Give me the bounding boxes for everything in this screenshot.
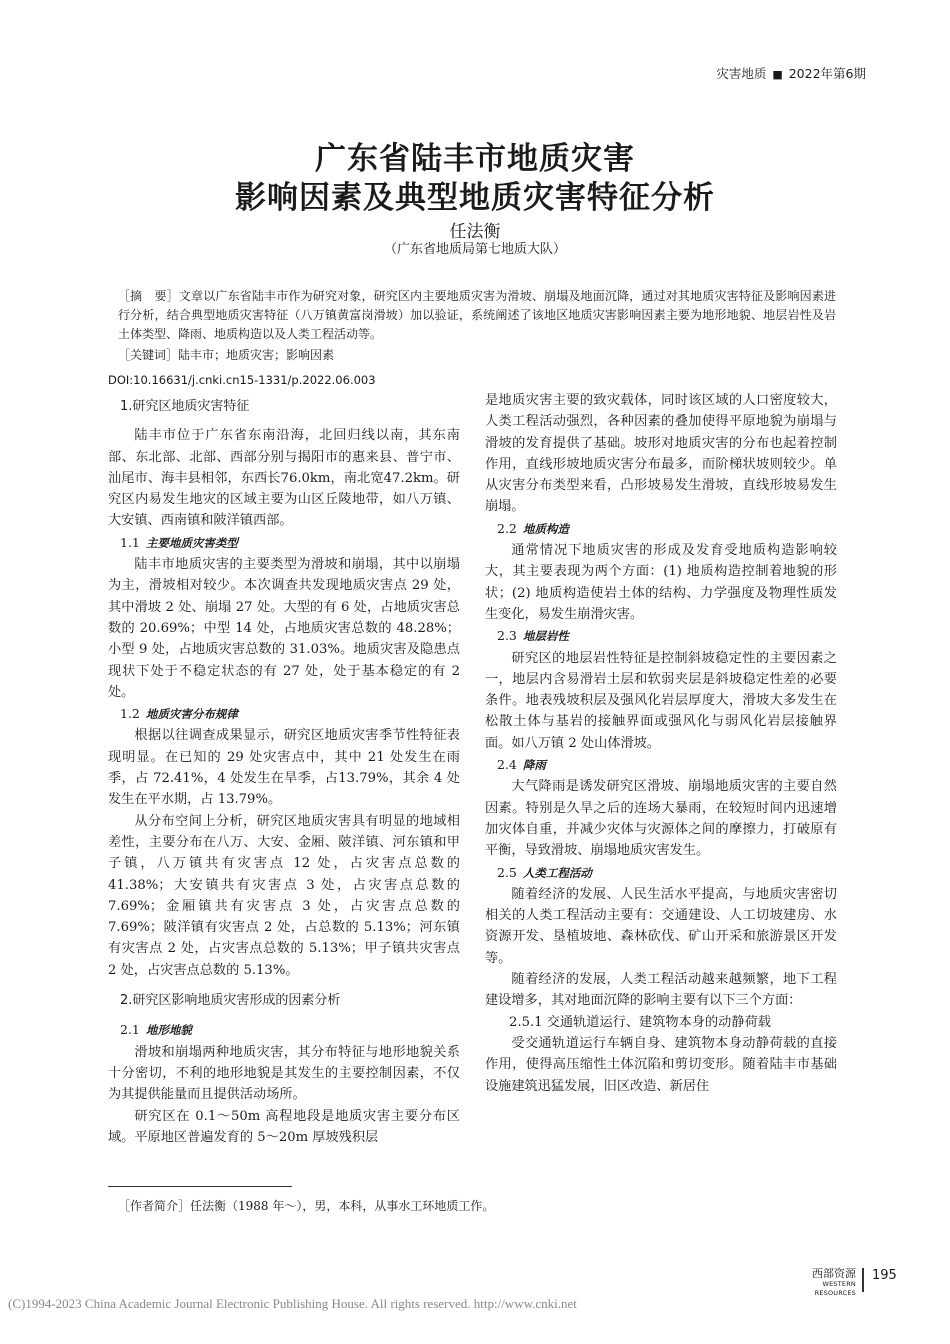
journal-name: 灾害地质: [716, 66, 767, 81]
paragraph: 根据以往调查成果显示，研究区地质灾害季节性特征表现明显。在已知的 29 处灾害点中，其中 21 处发生在雨季，占 72.41%，4 处发生在旱季，占13.79%，其余 4 处发生在平水期，占 13.79%。: [108, 728, 460, 808]
running-header: [716, 64, 866, 82]
journal-logo-en: WESTERN RESOURCES: [814, 1280, 856, 1297]
doi: DOI:10.16631/j.cnki.cn15-1331/p.2022.06.003: [108, 373, 376, 387]
subsubsection-heading-2-5-1: 2.5.1 交通轨道运行、建筑物本身的动静荷载: [509, 1014, 771, 1030]
author-footnote: ［作者简介］任法衡（1988 年～），男，本科，从事水工环地质工作。: [118, 1199, 495, 1213]
affiliation: （广东省地质局第七地质大队）: [383, 242, 566, 257]
paragraph: 研究区的地层岩性特征是控制斜坡稳定性的主要因素之一，地层内含易滑岩土层和软弱夹层是斜坡稳定性差的必要条件。地表残坡积层及强风化岩层厚度大，滑坡大多发生在松散土体与基岩的接触界面或强风化与弱风化岩层接触界面。如八万镇 2 处山体滑坡。: [485, 650, 837, 751]
title-line-1: 广东省陆丰市地质灾害: [315, 141, 635, 177]
footer-divider: [862, 1268, 864, 1292]
abstract-label: ［摘 要］: [118, 289, 179, 303]
left-column: [108, 396, 460, 1148]
abstract-text: 文章以广东省陆丰市作为研究对象，研究区内主要地质灾害为滑坡、崩塌及地面沉降，通过对其地质灾害特征及影响因素进行分析，结合典型地质灾害特征（八万镇黄富岗滑坡）加以验证，系统阐述了该地区地质灾害影响因素主要为地形地貌、地层岩性及岩土体类型、降雨、地质构造以及人类工程活动等。: [118, 289, 836, 341]
subsection-heading-1-1: 1.1 主要地质灾害类型: [120, 534, 238, 550]
keywords: [118, 346, 334, 363]
section-heading-1: 1.研究区地质灾害特征: [120, 399, 250, 414]
subsection-heading-2-3: 2.3 地层岩性: [497, 628, 569, 644]
paragraph: 是地质灾害主要的致灾载体，同时该区域的人口密度较大，人类工程活动强烈，各种因素的叠加使得平原地貌为崩塌与滑坡的发育提供了基础。坡形对地质灾害的分布也起着控制作用，直线形坡地质灾害分布最多，而阶梯状坡则较少。单从灾害分布类型来看，凸形坡易发生滑坡，直线形坡易发生崩塌。: [485, 393, 837, 515]
paragraph: 通常情况下地质灾害的形成及发育受地质构造影响较大，其主要表现为两个方面：(1) 地质构造控制着地貌的形状；(2) 地质构造使岩土体的结构、力学强度及物理性质发生变化，易发生崩滑灾害。: [485, 543, 837, 622]
paragraph: 大气降雨是诱发研究区滑坡、崩塌地质灾害的主要自然因素。特别是久旱之后的连场大暴雨，在较短时间内迅速增加灾体自重，并减少灾体与灾源体之间的摩擦力，打破原有平衡，导致滑坡、崩塌地质灾害发生。: [485, 779, 837, 859]
issue-label: 2022年第6期: [788, 66, 866, 81]
journal-logo: [786, 1267, 856, 1298]
subsection-heading-1-2: 1.2 地质灾害分布规律: [120, 706, 238, 722]
keywords-label: ［关键词］: [118, 348, 179, 362]
keywords-text: 陆丰市；地质灾害；影响因素: [178, 348, 335, 362]
title-line-2: 影响因素及典型地质灾害特征分析: [235, 180, 715, 216]
author: 任法衡: [449, 222, 501, 242]
right-column: [485, 390, 837, 1097]
copyright-notice: (C)1994-2023 China Academic Journal Electronic Publishing House. All rights reserved. http://www.cnki.net: [8, 1296, 577, 1311]
paragraph: 受交通轨道运行车辆自身、建筑物本身动静荷载的直接作用，使得高压缩性土体沉陷和剪切变形。随着陆丰市基础设施建筑迅猛发展，旧区改造、新居住: [485, 1035, 837, 1094]
square-bullet-icon: ■: [772, 68, 783, 81]
paragraph: 随着经济的发展，人类工程活动越来越频繁，地下工程建设增多，其对地面沉降的影响主要有以下三个方面：: [485, 972, 837, 1009]
subsection-heading-2-1: 2.1 地形地貌: [120, 1022, 192, 1038]
paragraph: 陆丰市位于广东省东南沿海，北回归线以南，其东南部、东北部、北部、西部分别与揭阳市的惠来县、普宁市、汕尾市、海丰县相邻，东西长76.0km，南北宽47.2km。研究区内易发生地灾的区域主要为山区丘陵地带，如八万镇、大安镇、西南镇和陂洋镇西部。: [108, 428, 460, 529]
subsection-heading-2-4: 2.4 降雨: [497, 757, 546, 773]
subsection-heading-2-5: 2.5 人类工程活动: [497, 864, 592, 880]
paragraph: 随着经济的发展、人民生活水平提高，与地质灾害密切相关的人类工程活动主要有：交通建设、人工切坡建房、水资源开发、垦植坡地、森林砍伐、矿山开采和旅游景区开发等。: [485, 886, 837, 966]
paragraph: 从分布空间上分析，研究区地质灾害具有明显的地域相差性，主要分布在八万、大安、金厢、陂洋镇、河东镇和甲子镇，八万镇共有灾害点 12 处，占灾害点总数的 41.38%；大安镇共有灾害点 3 处，占灾害点总数的 7.69%；金厢镇共有灾害点 3 处，占灾害点总数的 7.69%；陂洋镇有灾害点 2 处，占总数的 5.13%；河东镇有灾害点 2 处，占灾害点总数的 5.13%；甲子镇共灾害点 2 处，占灾害点总数的 5.13%。: [108, 813, 460, 978]
page-number: 195: [872, 1268, 897, 1283]
section-heading-2: 2.研究区影响地质灾害形成的因素分析: [120, 993, 341, 1009]
paragraph: 研究区在 0.1～50m 高程地段是地质灾害主要分布区域。平原地区普遍发育的 5～20m 厚坡残积层: [108, 1108, 460, 1145]
subsection-heading-2-2: 2.2 地质构造: [497, 520, 569, 536]
paragraph: 滑坡和崩塌两种地质灾害，其分布特征与地形地貌关系十分密切，不利的地形地貌是其发生的主要控制因素，不仅为其提供能量而且提供活动场所。: [108, 1044, 460, 1103]
paragraph: 陆丰市地质灾害的主要类型为滑坡和崩塌，其中以崩塌为主，滑坡相对较少。本次调查共发现地质灾害点 29 处，其中滑坡 2 处、崩塌 27 处。大型的有 6 处，占地质灾害总数的 20.69%；中型 14 处，占地质灾害总数的 48.28%；小型 9 处，占地质灾害总数的 31.03%。地质灾害及隐患点现状下处于不稳定状态的有 27 处，处于基本稳定的有 2 处。: [108, 557, 460, 700]
footnote-rule: [108, 1186, 292, 1187]
journal-logo-cn: 西部资源: [812, 1267, 856, 1280]
abstract: [118, 287, 836, 344]
